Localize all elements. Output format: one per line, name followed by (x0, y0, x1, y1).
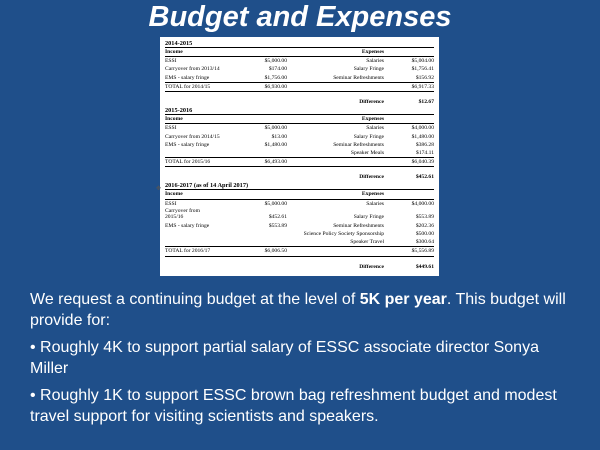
income-item: ESSI (165, 200, 177, 207)
total-label: TOTAL for 2015/16 (165, 159, 211, 166)
difference-value: $12.67 (418, 98, 434, 105)
table-header-row (165, 47, 434, 57)
section-year: 2016-2017 (as of 14 April 2017) (165, 182, 249, 190)
expense-item: Science Policy Society Sponsorship (303, 231, 384, 237)
income-amount: $5,000.00 (264, 125, 287, 132)
income-amount: $452.61 (268, 214, 287, 221)
total-label: TOTAL for 2014/15 (165, 83, 211, 90)
paragraph-text: We request a continuing budget at the level of (30, 291, 360, 308)
total-income: $6,006.50 (264, 248, 287, 255)
difference-label: Difference (359, 263, 384, 270)
total-income: $6,930.00 (264, 83, 287, 90)
total-row (165, 157, 434, 167)
section-year: 2014-2015 (165, 40, 193, 47)
expense-amount: $386.28 (415, 141, 434, 148)
income-amount: $5,000.00 (264, 200, 287, 207)
expenses-header: Expenses (361, 191, 384, 198)
expense-item: Salaries (366, 58, 384, 65)
budget-table-image (156, 37, 439, 276)
table-header-row (165, 189, 434, 199)
difference-value: $449.61 (415, 263, 434, 270)
section-2015-2016 (165, 107, 434, 181)
bullet-item: • Roughly 4K to support partial salary of ESSC associate director Sonya Miller (30, 339, 539, 377)
income-item: ESSI (165, 125, 177, 132)
expense-item: Salary Fringe (353, 133, 384, 140)
paragraph-emphasis: 5K per year (359, 291, 447, 308)
paragraph-text: . This budget will provide for: (30, 291, 566, 329)
table-row (165, 230, 434, 238)
expense-item: Salary Fringe (353, 214, 384, 221)
income-amount: $5,000.00 (264, 58, 287, 65)
expense-item: Speaker Meals (350, 149, 384, 156)
difference-label: Difference (359, 98, 384, 105)
expenses-header: Expenses (361, 116, 384, 123)
income-item: Carryover from 2013/14 (165, 66, 220, 73)
income-amount: $1,756.00 (264, 74, 287, 81)
expense-amount: $4,000.00 (411, 125, 434, 132)
expense-amount: $553.89 (415, 214, 434, 221)
expense-item: Seminar Refreshments (333, 141, 384, 148)
table-row (165, 133, 434, 141)
income-item: Carryover from 2014/15 (165, 133, 220, 140)
table-row (165, 74, 434, 82)
section-2016-2017 (165, 182, 434, 270)
income-header: Income (165, 191, 183, 198)
total-expenses: $5,556.89 (411, 248, 434, 255)
expense-amount: $174.11 (416, 149, 434, 156)
total-row (165, 246, 434, 256)
table-header-row (165, 114, 434, 124)
expense-amount: $1,480.00 (411, 133, 434, 140)
expense-amount: $500.00 (415, 231, 434, 237)
slide-title: Budget and Expenses (148, 1, 452, 33)
income-amount: $553.89 (268, 222, 287, 229)
total-label: TOTAL for 2016/17 (165, 248, 211, 255)
table-row (165, 222, 434, 230)
move-handle-icon: ✥ (156, 186, 162, 192)
income-amount: $13.00 (271, 133, 287, 140)
difference-label: Difference (359, 174, 384, 181)
income-item: EMS - salary fringe (165, 74, 210, 81)
expense-amount: $1,756.41 (411, 66, 434, 73)
income-amount: $1,480.00 (264, 141, 287, 148)
income-amount: $174.00 (268, 66, 287, 73)
section-2014-2015 (165, 40, 434, 106)
difference-row (165, 263, 434, 271)
income-item: EMS - salary fringe (165, 222, 210, 229)
difference-row (165, 98, 434, 106)
expense-item: Salary Fringe (353, 66, 384, 73)
section-year: 2015-2016 (165, 107, 193, 115)
expense-item: Salaries (366, 125, 384, 132)
table-row (165, 200, 434, 208)
slide-body (30, 289, 575, 433)
income-item: ESSI (165, 58, 177, 65)
difference-value: $452.61 (415, 174, 434, 181)
income-header: Income (165, 49, 183, 55)
total-income: $6,493.00 (264, 159, 287, 166)
table-row (165, 57, 434, 65)
table-row (165, 65, 434, 73)
expense-item: Speaker Travel (350, 239, 384, 246)
table-row (165, 141, 434, 149)
income-item: EMS - salary fringe (165, 141, 210, 148)
expenses-header: Expenses (361, 49, 384, 55)
expense-amount: $300.64 (415, 239, 434, 246)
expense-amount: $4,000.00 (411, 200, 434, 207)
bullet-item: • Roughly 1K to support ESSC brown bag refreshment budget and modest travel support for visiting scientists and speakers. (30, 387, 557, 425)
total-expenses: $6,917.33 (411, 83, 434, 90)
total-row (165, 82, 434, 92)
table-row (165, 238, 434, 246)
difference-row (165, 173, 434, 181)
table-row (165, 124, 434, 132)
expense-item: Seminar Refreshments (333, 222, 384, 229)
expense-amount: $202.36 (415, 222, 434, 229)
expense-amount: $5,004.00 (411, 58, 434, 65)
total-expenses: $6,040.39 (411, 159, 434, 166)
budget-request-paragraph (30, 289, 575, 331)
table-row (165, 149, 434, 157)
income-header: Income (165, 116, 183, 123)
table-row (165, 208, 434, 222)
income-item: Carryover from 2015/16 (165, 207, 200, 221)
expense-amount: $156.92 (415, 74, 434, 81)
expense-item: Salaries (366, 200, 384, 207)
expense-item: Seminar Refreshments (333, 74, 384, 81)
